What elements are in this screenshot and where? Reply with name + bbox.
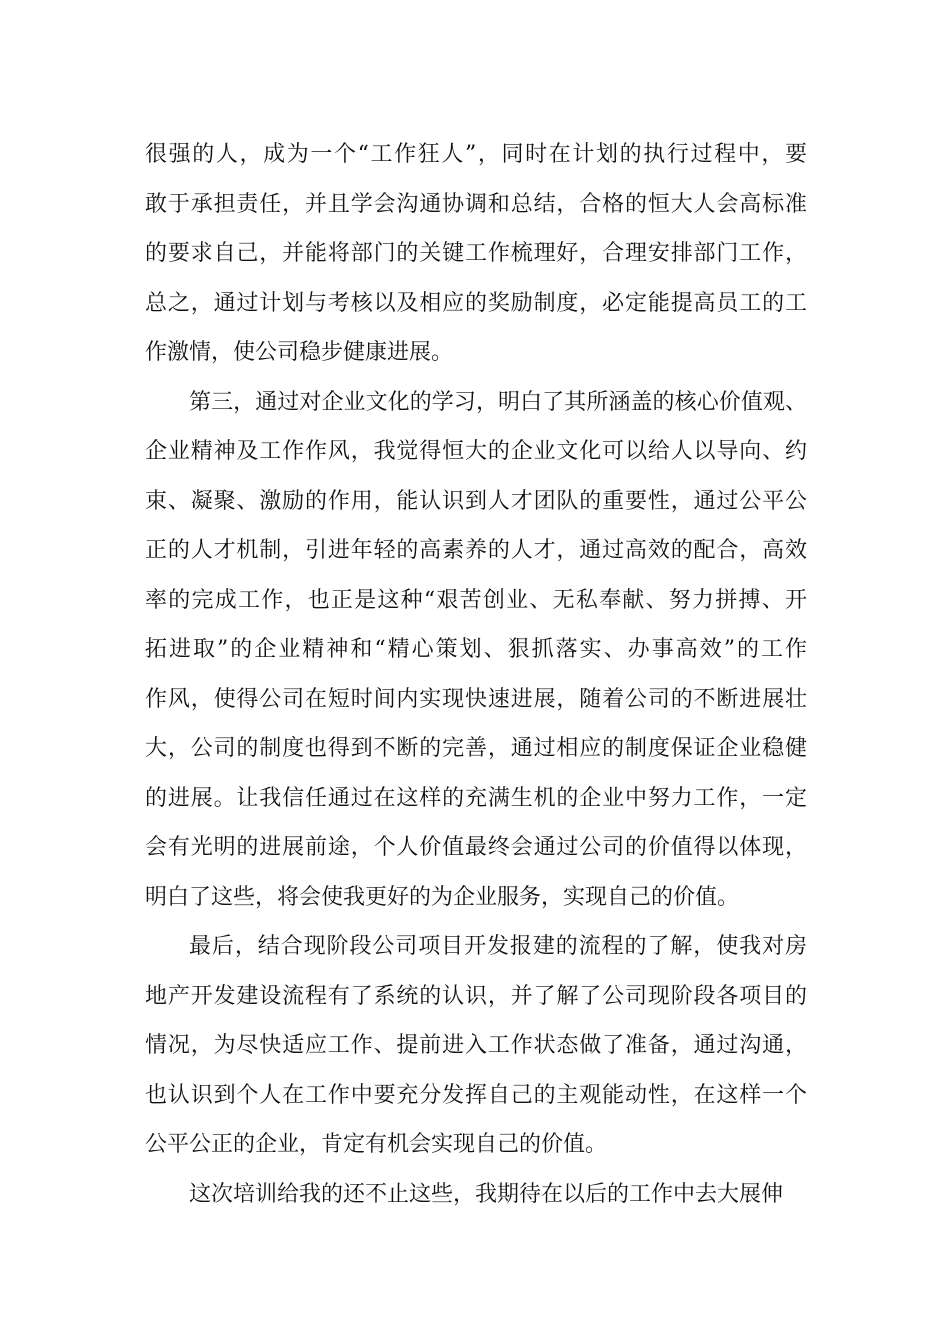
text-line: 很强的人，成为一个“工作狂人”，同时在计划的执行过程中，要	[145, 142, 807, 167]
text-line: 正的人才机制，引进年轻的高素养的人才，通过高效的配合，高效	[145, 538, 807, 563]
paragraph-first-line: 最后，结合现阶段公司项目开发报建的流程的了解，使我对房	[189, 934, 807, 959]
text-line: 情况，为尽快适应工作、提前进入工作状态做了准备，通过沟通，	[145, 1033, 807, 1058]
text-line: 率的完成工作，也正是这种“艰苦创业、无私奉献、努力拼搏、开	[145, 587, 807, 613]
text-line: 总之，通过计划与考核以及相应的奖励制度，必定能提高员工的工	[145, 290, 807, 316]
text-line: 地产开发建设流程有了系统的认识，并了解了公司现阶段各项目的	[145, 983, 807, 1009]
text-line: 作激情，使公司稳步健康进展。	[145, 340, 454, 365]
text-line: 明白了这些，将会使我更好的为企业服务，实现自己的价值。	[145, 884, 740, 910]
text-line: 拓进取”的企业精神和“精心策划、狠抓落实、办事高效”的工作	[145, 637, 807, 662]
body-text	[145, 130, 807, 1219]
text-line: 作风，使得公司在短时间内实现快速进展，随着公司的不断进展壮	[145, 686, 807, 712]
text-line: 束、凝聚、激励的作用，能认识到人才团队的重要性，通过公平公	[145, 488, 807, 514]
text-line: 的要求自己，并能将部门的关键工作梳理好，合理安排部门工作，	[145, 241, 807, 266]
paragraph-first-line: 第三，通过对企业文化的学习，明白了其所涵盖的核心价值观、	[189, 389, 807, 415]
text-line: 敢于承担责任，并且学会沟通协调和总结，合格的恒大人会高标准	[145, 191, 807, 217]
text-line: 企业精神及工作作风，我觉得恒大的企业文化可以给人以导向、约	[145, 439, 807, 464]
text-line: 也认识到个人在工作中要充分发挥自己的主观能动性，在这样一个	[145, 1082, 807, 1108]
text-line: 公平公正的企业，肯定有机会实现自己的价值。	[145, 1132, 608, 1157]
paragraph-first-line: 这次培训给我的还不止这些，我期待在以后的工作中去大展伸	[189, 1181, 784, 1207]
text-line: 大，公司的制度也得到不断的完善，通过相应的制度保证企业稳健	[145, 736, 807, 761]
text-line: 的进展。让我信任通过在这样的充满生机的企业中努力工作，一定	[145, 785, 807, 811]
text-line: 会有光明的进展前途，个人价值最终会通过公司的价值得以体现，	[145, 835, 807, 860]
